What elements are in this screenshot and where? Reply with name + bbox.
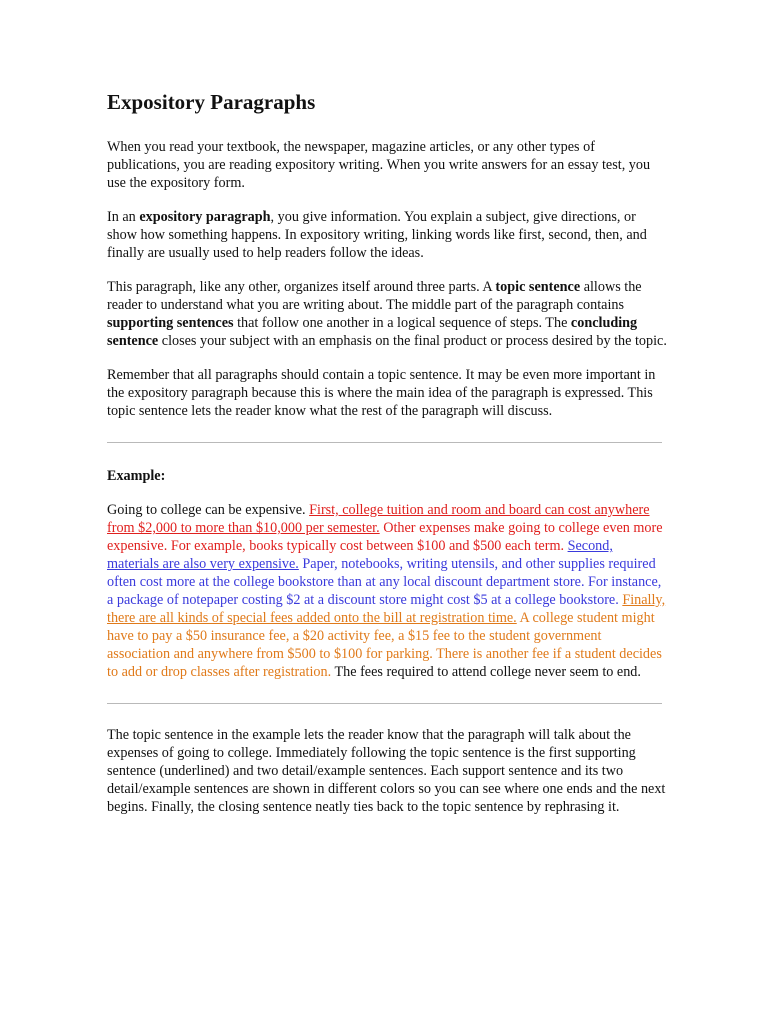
example-detail-2: Paper, notebooks, writing utensils, and other supplies required often cost more at the college bookstore than at any local discount department store. For instance, a package of notepaper costing $2 at a discount store might cost $5 at a college bookstore. [107,556,662,608]
structure-text-a: This paragraph, like any other, organizes itself around three parts. A [107,279,496,295]
example-support-2: Second, materials are also very expensive. [107,538,613,572]
example-support-3: Finally, there are all kinds of special fees added onto the bill at registration time. [107,592,666,626]
example-support-1: First, college tuition and room and board can cost anywhere from $2,000 to more than $10,000 per semester. [107,502,650,536]
example-topic-sentence: Going to college can be expensive. [107,502,310,518]
page-title: Expository Paragraphs [107,90,316,114]
divider-top [107,442,662,443]
definition-text-c: , you give information. You explain a subject, give directions, or show how something happens. In expository writing, linking words like first, second, then, and finally are usually used to help readers follow the ideas. [107,209,647,261]
term-expository-paragraph: expository paragraph [139,209,271,225]
term-supporting-sentences: supporting sentences [107,315,234,331]
structure-text-e: that follow one another in a logical sequence of steps. The [233,315,571,331]
structure-text-c: allows the reader to understand what you are writing about. The middle part of the paragraph contains [107,279,642,313]
definition-paragraph [107,208,667,262]
structure-paragraph [107,278,667,350]
example-closing-sentence: The fees required to attend college never seem to end. [331,664,641,680]
reminder-paragraph: Remember that all paragraphs should contain a topic sentence. It may be even more important in the expository paragraph because this is where the main idea of the paragraph is expressed. This topic sentence lets the reader know what the rest of the paragraph will discuss. [107,367,656,419]
example-detail-3: A college student might have to pay a $50 insurance fee, a $20 activity fee, a $15 fee to the student government association and anywhere from $500 to $100 for parking. There is another fee if a student decides to add or drop classes after registration. [107,610,662,680]
structure-text-g: closes your subject with an emphasis on the final product or process desired by the topic. [158,333,667,349]
divider-bottom [107,703,662,704]
term-topic-sentence: topic sentence [495,279,581,295]
example-label: Example: [107,468,166,484]
document-content [107,88,667,832]
intro-paragraph: When you read your textbook, the newspaper, magazine articles, or any other types of publications, you are reading expository writing. When you write answers for an essay test, you use the expository form. [107,139,651,191]
term-concluding-sentence: concluding sentence [107,315,638,349]
example-paragraph [107,501,667,681]
definition-text-a: In an [107,209,140,225]
example-detail-1: Other expenses make going to college even more expensive. For example, books typically cost between $100 and $500 each term. [107,520,663,554]
explanation-paragraph: The topic sentence in the example lets the reader know that the paragraph will talk about the expenses of going to college. Immediately following the topic sentence is the first supporting sentence (underlined) and two detail/example sentences. Each support sentence and its two detail/example sentences are shown in different colors so you can see where one ends and the next begins. Finally, the closing sentence neatly ties back to the topic sentence by rephrasing it. [107,727,666,815]
